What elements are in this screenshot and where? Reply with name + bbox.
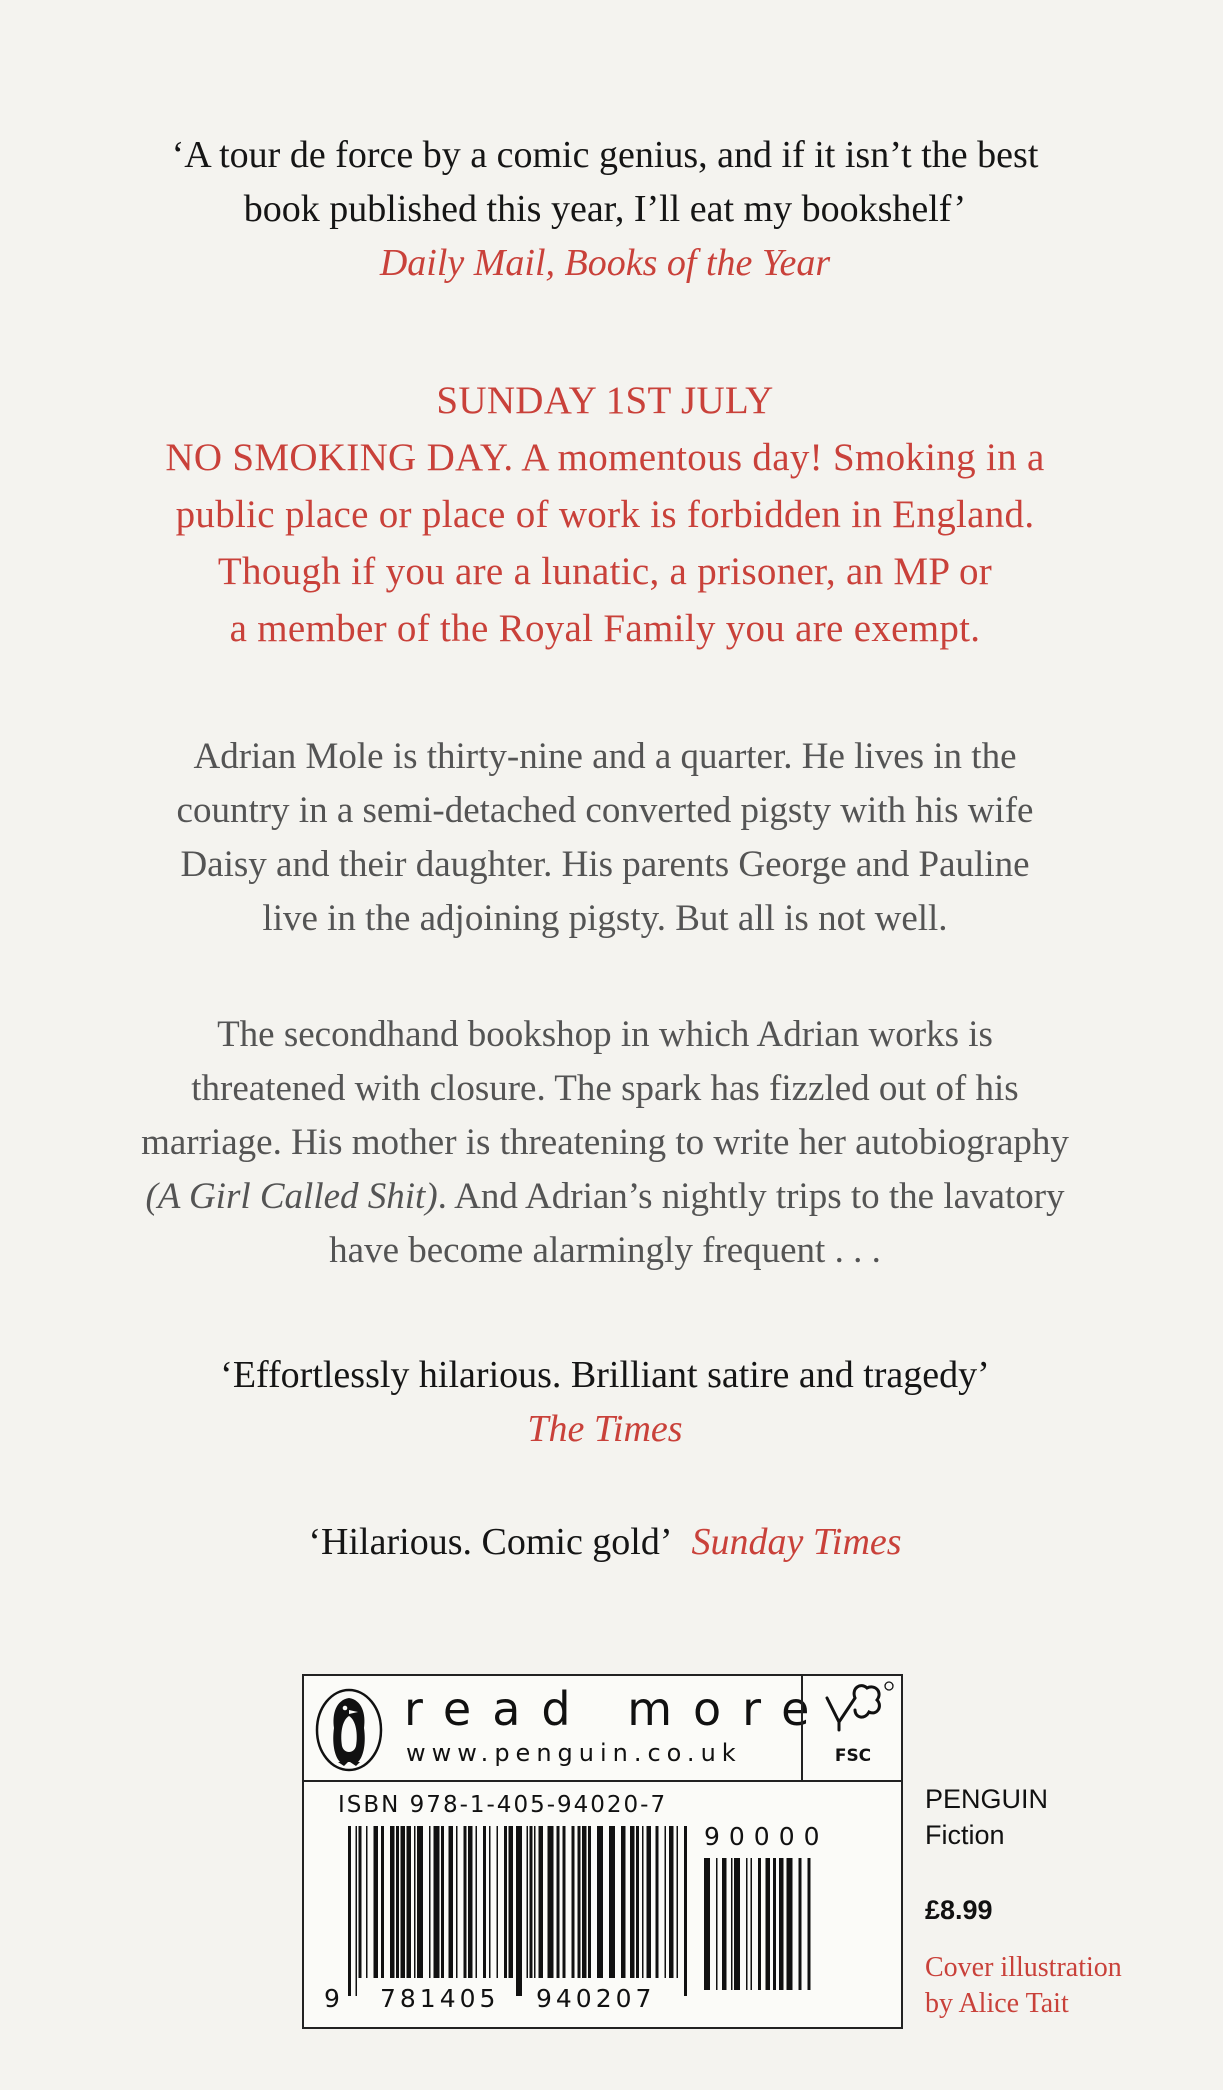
fsc-logo bbox=[801, 1676, 903, 1780]
barcode-bar bbox=[441, 1826, 444, 1978]
blurb-line: Adrian Mole is thirty-nine and a quarter. He lives in the bbox=[193, 736, 1017, 777]
barcode-bar bbox=[464, 1826, 467, 1978]
barcode-bar bbox=[572, 1826, 575, 1978]
barcode-bar bbox=[476, 1826, 478, 1978]
quote-line: book published this year, I’ll eat my bookshelf’ bbox=[243, 188, 967, 230]
barcode-bar bbox=[348, 1826, 351, 1996]
barcode-bar bbox=[530, 1826, 533, 1978]
barcode-bar bbox=[642, 1826, 644, 1978]
fsc-label: FSC bbox=[834, 1746, 872, 1766]
barcode-bar bbox=[684, 1826, 687, 1996]
barcode-bar bbox=[381, 1826, 384, 1978]
barcode-digits-right: 940207 bbox=[536, 1984, 656, 2013]
barcode-bar bbox=[401, 1826, 406, 1978]
book-category: Fiction bbox=[925, 1820, 1005, 1850]
barcode-bar bbox=[578, 1826, 581, 1978]
barcode-bar bbox=[497, 1826, 499, 1978]
barcode-bar bbox=[609, 1826, 615, 1978]
barcode-bar bbox=[534, 1826, 536, 1978]
barcode-bar bbox=[808, 1858, 811, 1990]
fsc-tree-icon bbox=[803, 1676, 903, 1746]
blurb-line: country in a semi-detached converted pigsty with his wife bbox=[176, 790, 1034, 831]
blurb-line-rest: . And Adrian’s nightly trips to the lavatory bbox=[437, 1176, 1065, 1217]
barcode-bar bbox=[434, 1826, 440, 1978]
barcode-bar bbox=[429, 1826, 431, 1978]
barcode-bar bbox=[751, 1858, 753, 1990]
barcode-bar bbox=[656, 1826, 659, 1978]
barcode-bar bbox=[548, 1826, 554, 1978]
barcode-bar bbox=[597, 1826, 603, 1978]
penguin-url: www.penguin.co.uk bbox=[406, 1739, 742, 1767]
cover-credit-line: Cover illustration bbox=[925, 1952, 1122, 1983]
quote-the-times bbox=[40, 1348, 1170, 1456]
barcode-bar bbox=[665, 1826, 667, 1978]
barcode-bar bbox=[773, 1858, 776, 1990]
barcode-bar bbox=[359, 1826, 362, 1978]
barcode-bar bbox=[766, 1858, 771, 1990]
quote-sunday-times bbox=[40, 1515, 1170, 1569]
quote-source: Daily Mail, Books of the Year bbox=[379, 242, 831, 284]
barcode-bar bbox=[449, 1826, 454, 1978]
barcode-bar bbox=[779, 1858, 784, 1990]
barcode-bar bbox=[390, 1826, 395, 1978]
isbn-number: ISBN 978-1-405-94020-7 bbox=[338, 1792, 668, 1818]
quote-source: The Times bbox=[527, 1408, 683, 1450]
book-title-italic: (A Girl Called Shit) bbox=[145, 1176, 438, 1217]
diary-extract bbox=[40, 372, 1170, 657]
barcode-bar bbox=[509, 1826, 514, 1978]
diary-line: NO SMOKING DAY. A momentous day! Smoking in a bbox=[165, 436, 1045, 479]
barcode-bar bbox=[483, 1826, 486, 1978]
barcode-bar bbox=[504, 1826, 507, 1978]
barcode-bar bbox=[489, 1826, 491, 1978]
barcode-bar bbox=[722, 1858, 727, 1990]
barcode-bar bbox=[527, 1826, 529, 1978]
barcode-bar bbox=[636, 1826, 639, 1978]
barcode-bar bbox=[414, 1826, 416, 1978]
blurb-line bbox=[40, 1170, 1170, 1224]
ean-barcode-icon bbox=[348, 1826, 688, 1996]
barcode-bar bbox=[407, 1826, 412, 1978]
barcode-bar bbox=[669, 1826, 674, 1978]
addon-barcode-icon bbox=[704, 1858, 814, 2008]
barcode-bar bbox=[539, 1826, 544, 1978]
diary-date: SUNDAY 1ST JULY bbox=[436, 379, 774, 422]
barcode-bar bbox=[799, 1858, 802, 1990]
barcode-bar bbox=[396, 1826, 399, 1978]
barcode-bar bbox=[787, 1858, 793, 1990]
barcode-bar bbox=[516, 1826, 522, 1996]
diary-line: Though if you are a lunatic, a prisoner, an MP or bbox=[217, 550, 993, 593]
read-more-banner bbox=[304, 1676, 901, 1782]
barcode-bar bbox=[630, 1826, 635, 1978]
barcode-bar bbox=[746, 1858, 748, 1990]
quote-source: Sunday Times bbox=[691, 1521, 902, 1563]
quote-daily-mail bbox=[40, 128, 1170, 290]
barcode-digit-first: 9 bbox=[324, 1984, 344, 2013]
barcode-addon-number: 90000 bbox=[704, 1822, 829, 1851]
blurb-line: The secondhand bookshop in which Adrian works is bbox=[217, 1014, 993, 1055]
barcode-bar bbox=[758, 1858, 761, 1990]
publisher-name: PENGUIN bbox=[925, 1784, 1049, 1814]
read-more-text: read more bbox=[404, 1682, 831, 1736]
barcode-bar bbox=[557, 1826, 560, 1978]
barcode-box bbox=[302, 1674, 903, 2029]
blurb-paragraph-2 bbox=[40, 1008, 1170, 1278]
book-price: £8.99 bbox=[925, 1895, 993, 1925]
diary-line: a member of the Royal Family you are exempt. bbox=[229, 607, 981, 650]
blurb-paragraph-1 bbox=[40, 730, 1170, 946]
blurb-line: marriage. His mother is threatening to write her autobiography bbox=[141, 1122, 1069, 1163]
barcode-bar bbox=[731, 1858, 733, 1990]
barcode-bar bbox=[734, 1858, 740, 1990]
diary-line: public place or place of work is forbidden in England. bbox=[175, 493, 1035, 536]
barcode-bar bbox=[456, 1826, 458, 1978]
barcode-bar bbox=[563, 1826, 566, 1978]
barcode-bar bbox=[588, 1826, 591, 1978]
barcode-bar bbox=[677, 1826, 679, 1978]
barcode-bar bbox=[356, 1826, 358, 1996]
barcode-bar bbox=[366, 1826, 368, 1978]
barcode-bar bbox=[621, 1826, 626, 1978]
barcode-bar bbox=[582, 1826, 587, 1978]
barcode-bar bbox=[374, 1826, 379, 1978]
quote-text: ‘Effortlessly hilarious. Brilliant satire and tragedy’ bbox=[220, 1354, 990, 1396]
blurb-line: live in the adjoining pigsty. But all is not well. bbox=[262, 898, 948, 939]
barcode-bar bbox=[647, 1826, 652, 1978]
cover-credit-line: by Alice Tait bbox=[925, 1988, 1069, 2019]
barcode-bar bbox=[417, 1826, 423, 1978]
blurb-line: have become alarmingly frequent . . . bbox=[329, 1230, 881, 1271]
barcode-bar bbox=[716, 1858, 718, 1990]
penguin-logo-icon bbox=[314, 1688, 384, 1772]
barcode-bar bbox=[468, 1826, 473, 1978]
quote-line: ‘A tour de force by a comic genius, and if it isn’t the best bbox=[171, 134, 1039, 176]
quote-text: ‘Hilarious. Comic gold’ bbox=[308, 1521, 673, 1563]
barcode-digits-left: 781405 bbox=[380, 1984, 500, 2013]
barcode-bar bbox=[704, 1858, 710, 1990]
blurb-line: Daisy and their daughter. His parents George and Pauline bbox=[180, 844, 1030, 885]
blurb-line: threatened with closure. The spark has fizzled out of his bbox=[191, 1068, 1019, 1109]
